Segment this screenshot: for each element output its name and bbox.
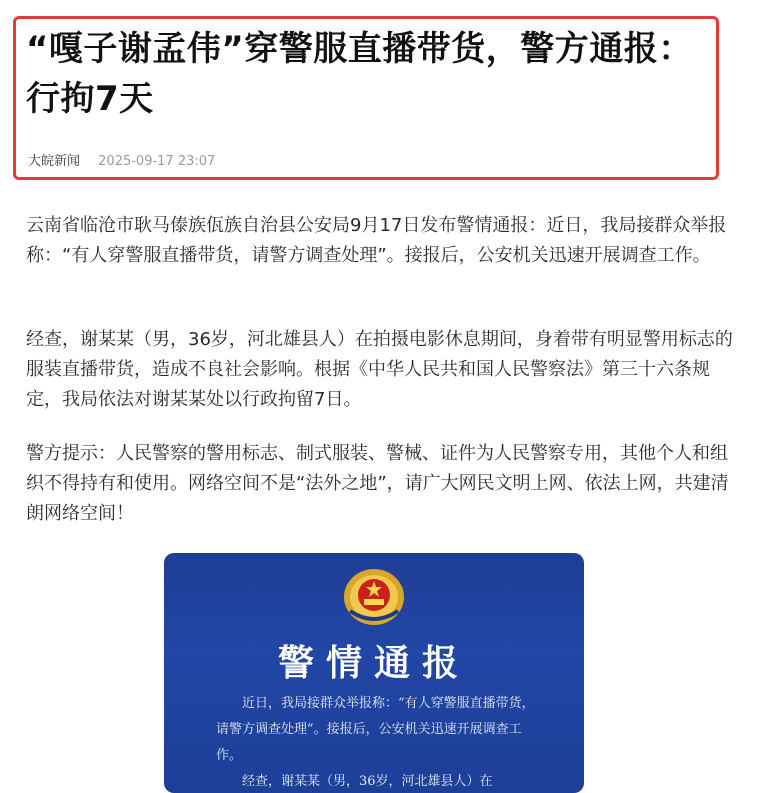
police-emblem-icon xyxy=(340,561,408,629)
article-paragraph-1: 云南省临沧市耿马傣族佤族自治县公安局9月17日发布警情通报：近日，我局接群众举报称：“有人穿警服直播带货，请警方调查处理”。接报后，公安机关迅速开展调查工作。 xyxy=(26,215,727,266)
police-notice-image[interactable] xyxy=(164,553,584,793)
notice-body: 近日，我局接群众举报称：“有人穿警服直播带货，请警方调查处理”。接报后，公安机关迅速开展调查工作。 xyxy=(216,696,535,763)
article-headline: “嘎子谢孟伟”穿警服直播带货，警方通报：行拘7天 xyxy=(26,29,693,119)
article-paragraph-3: 警方提示：人民警察的警用标志、制式服装、警械、证件为人民警察专用，其他个人和组织不得持有和使用。网络空间不是“法外之地”，请广大网民文明上网、依法上网，共建清朗网络空间！ xyxy=(26,443,729,524)
article-source[interactable]: 大皖新闻 xyxy=(28,154,81,169)
notice-title: 警情通报 xyxy=(277,642,470,684)
notice-body-cut: 经查，谢某某（男，36岁，河北雄县人）在 xyxy=(242,774,493,789)
article-meta xyxy=(28,150,215,169)
article-datetime: 2025-09-17 23:07 xyxy=(98,154,216,169)
article-paragraph-2: 经查，谢某某（男，36岁，河北雄县人）在拍摄电影休息期间，身着带有明显警用标志的服装直播带货，造成不良社会影响。根据《中华人民共和国人民警察法》第三十六条规定，我局依法对谢某某处以行政拘留7日。 xyxy=(26,329,733,410)
